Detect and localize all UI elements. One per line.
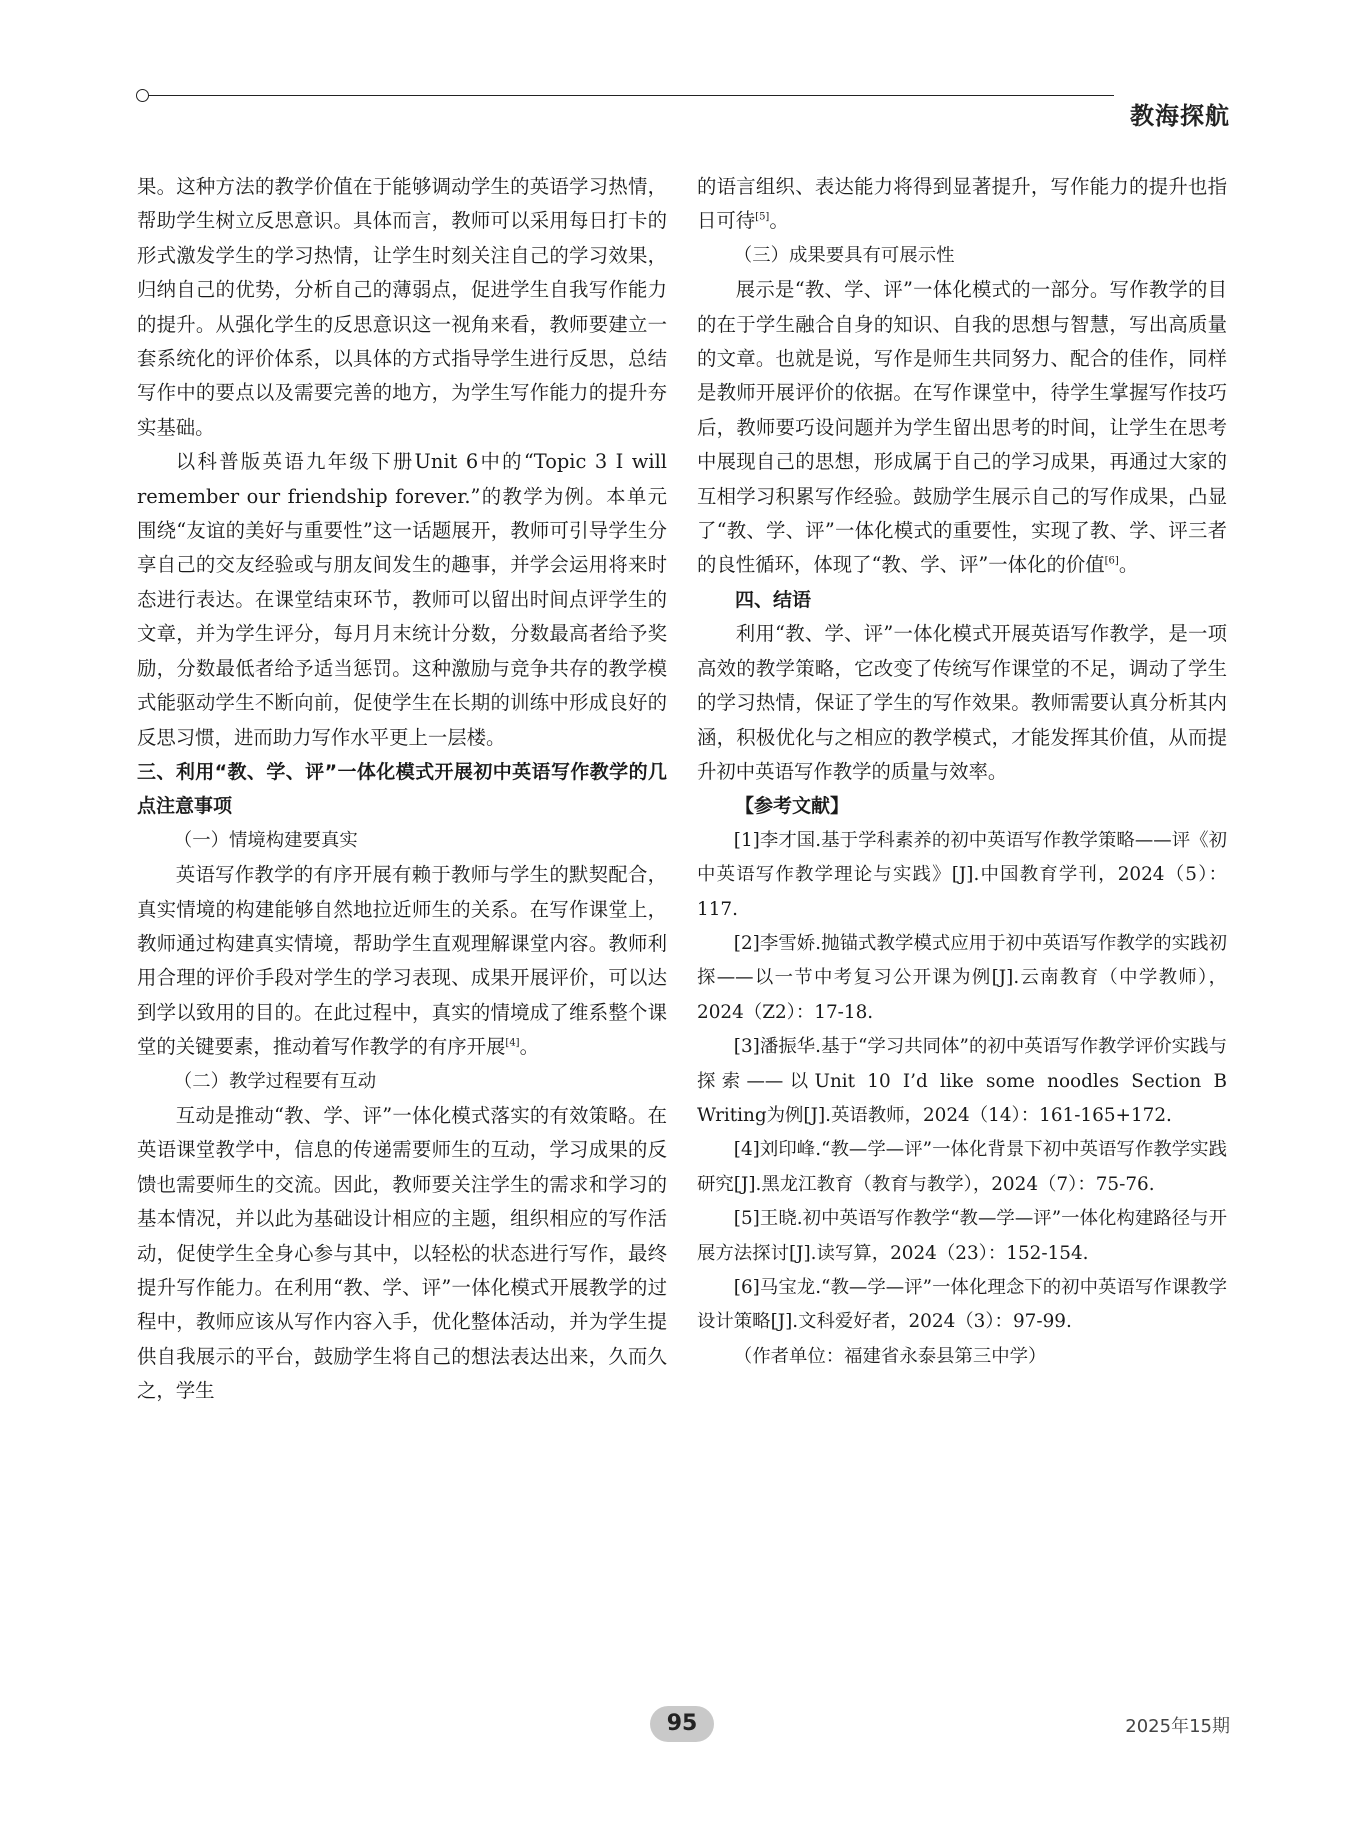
header-rule: [148, 95, 1114, 96]
body-paragraph: 英语写作教学的有序开展有赖于教师与学生的默契配合，真实情境的构建能够自然地拉近师生的关系。在写作课堂上，教师通过构建真实情境，帮助学生直观理解课堂内容。教师利用合理的评价手段对学生的学习表现、成果开展评价，可以达到学以致用的目的。在此过程中，真实的情境成了维系整个课堂的关键要素，推动着写作教学的有序开展[4]。: [137, 863, 667, 1059]
section-heading: 三、利用“教、学、评”一体化模式开展初中英语写作教学的几点注意事项: [137, 760, 667, 818]
header-circle-ornament: [136, 89, 149, 102]
subsection-heading: （二）教学过程要有互动: [173, 1070, 377, 1092]
right-column: [697, 170, 1227, 1374]
citation-marker: [5]: [755, 211, 770, 223]
left-column: [137, 170, 667, 1409]
column-title: 教海探航: [1130, 102, 1230, 130]
reference-item: [2]李雪娇.抛锚式教学模式应用于初中英语写作教学的实践初探——以一节中考复习公开课为例[J].云南教育（中学教师），2024（Z2）：17-18.: [697, 932, 1227, 1023]
body-paragraph: 的语言组织、表达能力将得到显著提升，写作能力的提升也指日可待[5]。: [697, 175, 1227, 233]
subsection-heading: （一）情境构建要真实: [173, 829, 358, 851]
subsection-heading: （三）成果要具有可展示性: [733, 244, 955, 266]
section-heading: 四、结语: [735, 588, 812, 611]
reference-item: [6]马宝龙.“教—学—评”一体化理念下的初中英语写作课教学设计策略[J].文科爱好者，2024（3）：97-99.: [697, 1277, 1227, 1333]
body-paragraph: 利用“教、学、评”一体化模式开展英语写作教学，是一项高效的教学策略，它改变了传统写作课堂的不足，调动了学生的学习热情，保证了学生的写作效果。教师需要认真分析其内涵，积极优化与之相应的教学模式，才能发挥其价值，从而提升初中英语写作教学的质量与效率。: [697, 622, 1227, 783]
issue-label: 2025年15期: [1125, 1716, 1230, 1737]
body-paragraph: 展示是“教、学、评”一体化模式的一部分。写作教学的目的在于学生融合自身的知识、自我的思想与智慧，写出高质量的文章。也就是说，写作是师生共同努力、配合的佳作，同样是教师开展评价的依据。在写作课堂中，待学生掌握写作技巧后，教师要巧设问题并为学生留出思考的时间，让学生在思考中展现自己的思想，形成属于自己的学习成果，再通过大家的互相学习积累写作经验。鼓励学生展示自己的写作成果，凸显了“教、学、评”一体化模式的重要性，实现了教、学、评三者的良性循环，体现了“教、学、评”一体化的价值[6]。: [697, 278, 1227, 577]
reference-item: [3]潘振华.基于“学习共同体”的初中英语写作教学评价实践与探索——以Unit 10 I’d like some noodles Section B Writing为例[J].英语教师，2024（14）：161-165+172.: [697, 1036, 1227, 1126]
reference-item: [5]王晓.初中英语写作教学“教—学—评”一体化构建路径与开展方法探讨[J].读写算，2024（23）：152-154.: [697, 1208, 1227, 1264]
subsection-heading: （作者单位：福建省永泰县第三中学）: [733, 1345, 1047, 1367]
section-heading: 【参考文献】: [735, 795, 850, 818]
citation-marker: [4]: [505, 1037, 520, 1049]
body-paragraph: 果。这种方法的教学价值在于能够调动学生的英语学习热情，帮助学生树立反思意识。具体而言，教师可以采用每日打卡的形式激发学生的学习热情，让学生时刻关注自己的学习效果，归纳自己的优势，分析自己的薄弱点，促进学生自我写作能力的提升。从强化学生的反思意识这一视角来看，教师要建立一套系统化的评价体系，以具体的方式指导学生进行反思，总结写作中的要点以及需要完善的地方，为学生写作能力的提升夯实基础。: [137, 175, 667, 439]
body-paragraph: 互动是推动“教、学、评”一体化模式落实的有效策略。在英语课堂教学中，信息的传递需要师生的互动，学习成果的反馈也需要师生的交流。因此，教师要关注学生的需求和学习的基本情况，并以此为基础设计相应的主题，组织相应的写作活动，促使学生全身心参与其中，以轻松的状态进行写作，最终提升写作能力。在利用“教、学、评”一体化模式开展教学的过程中，教师应该从写作内容入手，优化整体活动，并为学生提供自我展示的平台，鼓励学生将自己的想法表达出来，久而久之，学生: [137, 1103, 667, 1403]
citation-marker: [6]: [1104, 556, 1119, 567]
body-paragraph: 以科普版英语九年级下册Unit 6中的“Topic 3 I will remember our friendship forever.”的教学为例。本单元围绕“友谊的美好与重要性”这一话题展开，教师可引导学生分享自己的交友经验或与朋友间发生的趣事，并学会运用将来时态进行表达。在课堂结束环节，教师可以留出时间点评学生的文章，并为学生评分，每月月末统计分数，分数最高者给予奖励，分数最低者给予适当惩罚。这种激励与竞争共存的教学模式能驱动学生不断向前，促使学生在长期的训练中形成良好的反思习惯，进而助力写作水平更上一层楼。: [137, 450, 667, 749]
reference-item: [1]李才国.基于学科素养的初中英语写作教学策略——评《初中英语写作教学理论与实践》[J].中国教育学刊，2024（5）：117.: [697, 829, 1227, 920]
page-number: 95: [650, 1706, 714, 1742]
reference-item: [4]刘印峰.“教—学—评”一体化背景下初中英语写作教学实践研究[J].黑龙江教育（教育与教学），2024（7）：75-76.: [697, 1139, 1227, 1195]
